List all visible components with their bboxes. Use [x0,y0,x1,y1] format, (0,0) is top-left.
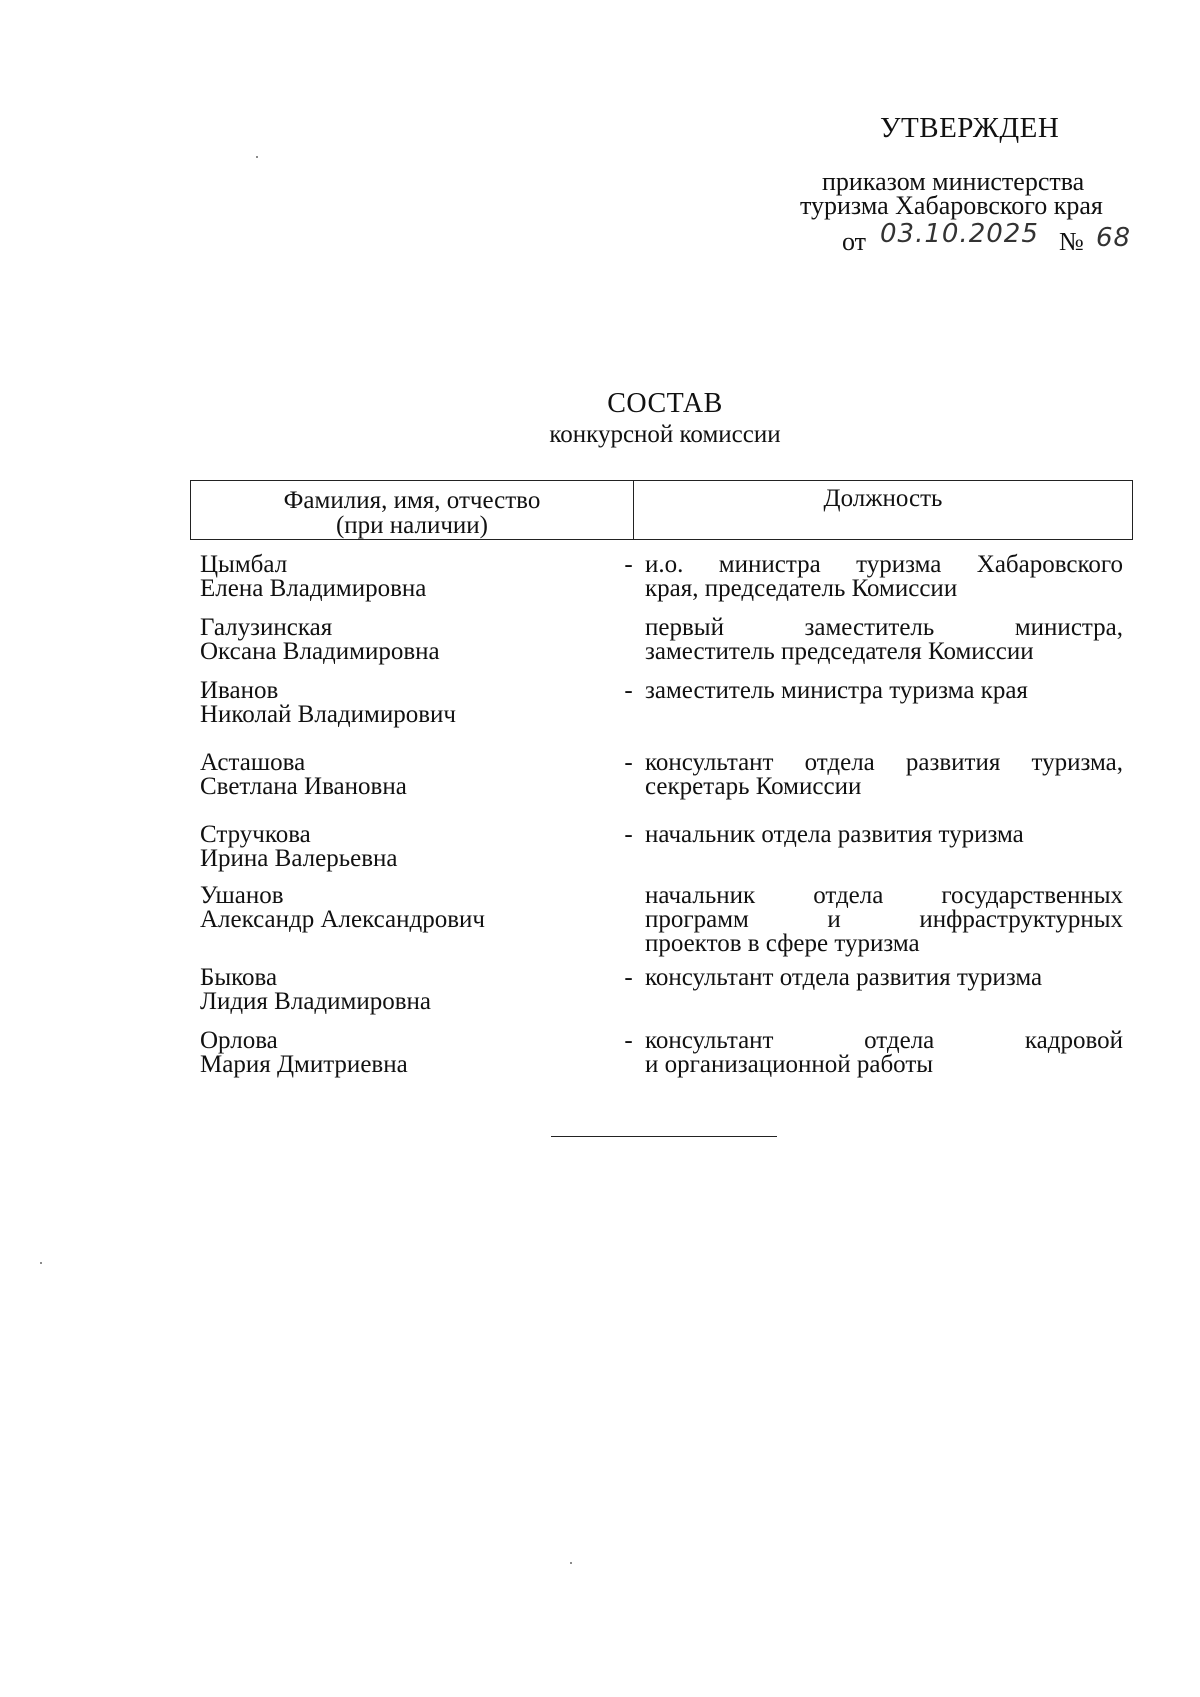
member-surname: Стручкова [200,821,311,848]
member-position [645,616,1123,679]
member-row [200,966,1123,1029]
order-number-sign: № [1059,227,1084,256]
member-given-names: Александр Александрович [200,906,485,933]
member-given-names: Светлана Ивановна [200,773,407,800]
member-dash: - [624,821,633,848]
member-position-line: первый заместитель министра, [645,614,1123,641]
member-position [645,553,1123,616]
member-given-names: Лидия Владимировна [200,988,432,1015]
member-surname: Галузинская [200,614,333,641]
member-dash: - [624,1027,633,1054]
approval-order-line2: туризма Хабаровского края [800,191,1103,220]
member-given-names: Ирина Валерьевна [200,845,398,872]
member-surname: Орлова [200,1027,278,1054]
header-name-line1: Фамилия, имя, отчество [283,487,541,514]
document-title: СОСТАВ [607,388,723,419]
member-row [200,616,1123,679]
header-name-line2: (при наличии) [335,512,489,539]
member-row [200,884,1123,966]
member-name [200,679,612,751]
member-position-line: заместитель председателя Комиссии [645,638,1034,665]
member-surname: Цымбал [200,551,288,578]
end-of-document-rule [551,1136,777,1137]
member-position-line: начальник отдела государственных [645,882,1123,909]
member-row [200,1029,1123,1089]
member-given-names: Мария Дмитриевна [200,1051,408,1078]
member-name [200,751,612,823]
member-name [200,616,612,679]
member-position-line: края, председатель Комиссии [645,575,958,602]
member-position-line: консультант отдела развития туризма [645,964,1043,991]
member-given-names: Елена Владимировна [200,575,427,602]
member-position [645,679,1123,751]
approval-order-line1: приказом министерства [822,167,1085,196]
member-name [200,823,612,884]
document-subtitle: конкурсной комиссии [549,421,781,448]
member-surname: Ушанов [200,882,284,909]
member-dash [612,884,645,966]
member-name [200,966,612,1029]
order-date: 03.10.2025 [880,219,1039,249]
member-position-line: начальник отдела развития туризма [645,821,1024,848]
member-position [645,751,1123,823]
member-position-line: консультант отдела развития туризма, [645,749,1123,776]
member-dash [612,616,645,679]
scan-speck [256,156,258,158]
member-position-line: заместитель министра туризма края [645,677,1028,704]
members-table-header [190,480,1133,540]
member-position-line: консультант отдела кадровой [645,1027,1123,1054]
member-surname: Асташова [200,749,306,776]
member-row [200,823,1123,884]
order-from-label: от [842,227,867,256]
members-list [200,553,1123,1089]
member-position-line: и.о. министра туризма Хабаровского [645,551,1123,578]
member-position [645,884,1123,966]
member-name [200,553,612,616]
header-position-cell: Должность [823,485,943,512]
member-surname: Быкова [200,964,278,991]
member-dash: - [624,749,633,776]
member-surname: Иванов [200,677,279,704]
member-row [200,679,1123,751]
order-number: 68 [1096,223,1132,253]
member-dash: - [624,677,633,704]
scan-speck [40,1262,42,1264]
member-given-names: Николай Владимирович [200,701,456,728]
member-position-line: программ и инфраструктурных [645,906,1123,933]
member-name [200,884,612,966]
member-position [645,966,1123,1029]
member-position [645,823,1123,884]
member-position-line: секретарь Комиссии [645,773,862,800]
member-given-names: Оксана Владимировна [200,638,440,665]
member-row [200,751,1123,823]
member-dash: - [624,964,633,991]
member-position [645,1029,1123,1089]
member-name [200,1029,612,1089]
member-position-line: проектов в сфере туризма [645,930,920,957]
member-position-line: и организационной работы [645,1051,934,1078]
member-dash: - [624,551,633,578]
header-name-cell [191,481,634,539]
approval-stamp-heading: УТВЕРЖДЕН [880,112,1060,144]
scan-speck [570,1562,572,1564]
member-row [200,553,1123,616]
